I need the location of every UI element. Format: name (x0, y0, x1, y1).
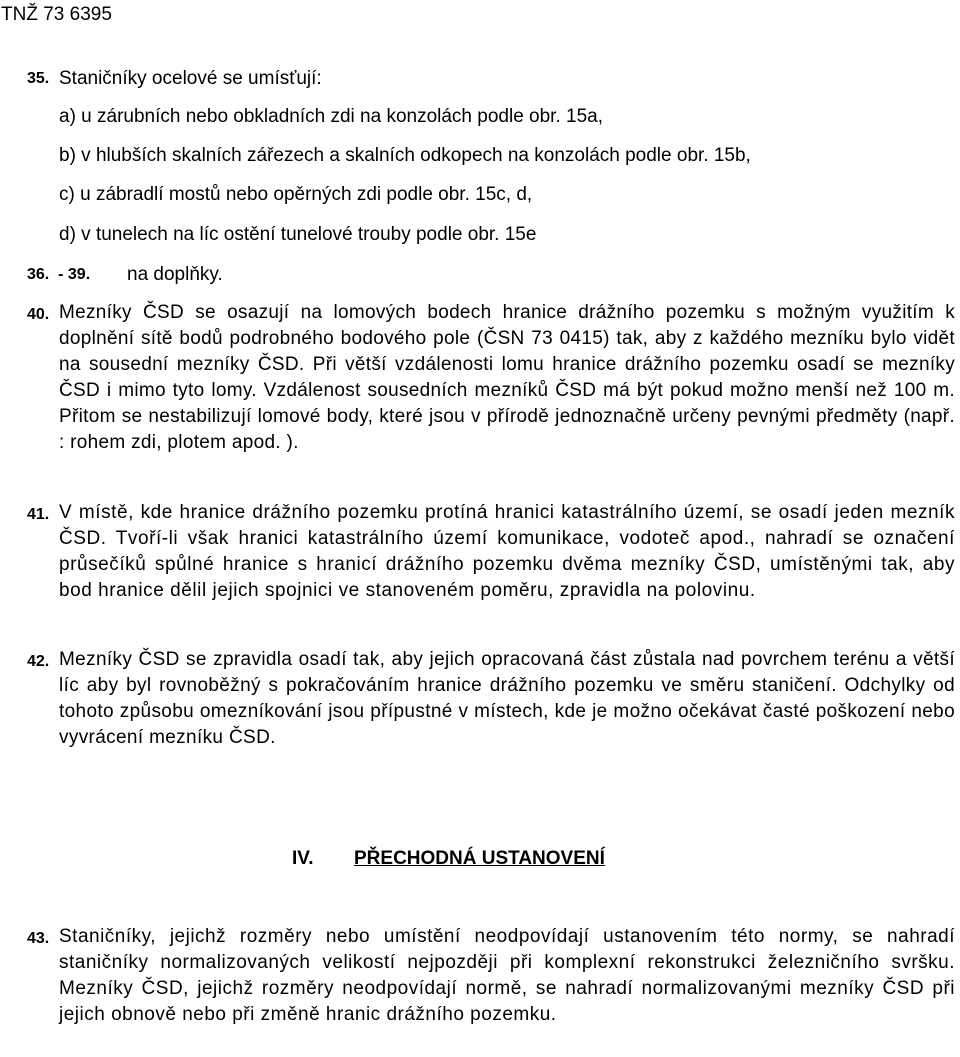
section-heading-number: IV. (292, 848, 314, 869)
section-42-text: Mezníky ČSD se zpravidla osadí tak, aby jejich opracovaná část zůstala nad povrchem terénu a větší líc aby byl rovnoběžný s pokračováním hranice drážního pozemku ve směru staničení. Odchylky od tohoto způsobu omezníkování jsou přípustné v místech, kde je možno očekávat časté poškození nebo vyvrácení mezníku ČSD. (59, 649, 955, 748)
section-35-item-c: c) u zábradlí mostů nebo opěrných zdi podle obr. 15c, d, (59, 184, 533, 205)
document-code: TNŽ 73 6395 (1, 4, 112, 25)
section-36-39-number: 36. - 39. (27, 266, 91, 283)
section-35-item-a: a) u zárubních nebo obkladních zdi na konzolách podle obr. 15a, (59, 106, 603, 127)
section-heading (292, 848, 605, 870)
section-35-intro: Staničníky ocelové se umísťují: (59, 68, 322, 89)
section-41-text: V místě, kde hranice drážního pozemku protíná hranici katastrálního území, se osadí jeden mezník ČSD. Tvoří-li však hranici katastrálního území komunikace, vodoteč apod., nahradí se označení průsečíků spůlné hranice s hranicí drážního pozemku dvěma mezníky ČSD, umístěnými tak, aby bod hranice dělil jejich spojnici ve stanoveném poměru, zpravidla na polovinu. (59, 502, 955, 601)
section-43-paragraph (59, 924, 955, 1028)
section-40-text: Mezníky ČSD se osazují na lomových bodech hranice drážního pozemku s možným využitím k doplnění sítě bodů podrobného bodového pole (ČSN 73 0415) tak, aby z každého mezníku bylo vidět na sousední mezníky ČSD. Při větší vzdálenosti lomu hranice drážního pozemku osadí se mezníky ČSD i mimo tyto lomy. Vzdálenost sousedních mezníků ČSD má být pokud možno menší než 100 m. Přitom se nestabilizují lomové body, které jsou v přírodě jednoznačně určeny pevnými předměty (např. : rohem zdi, plotem apod. ). (59, 302, 955, 453)
section-35-item-d: d) v tunelech na líc ostění tunelové trouby podle obr. 15e (59, 224, 537, 245)
section-heading-title: PŘECHODNÁ USTANOVENÍ (354, 848, 605, 869)
section-36-39-text: na doplňky. (127, 264, 223, 285)
section-35-item-b: b) v hlubších skalních zářezech a skalních odkopech na konzolách podle obr. 15b, (59, 145, 751, 166)
section-41-paragraph (59, 500, 955, 604)
section-43-text: Staničníky, jejichž rozměry nebo umístění neodpovídají ustanovením této normy, se nahradí staničníky normalizovaných velikostí nejpozději při komplexní rekonstrukci železničního svršku. Mezníky ČSD, jejichž rozměry neodpovídají normě, se nahradí normalizovanými mezníky ČSD při jejich obnově nebo při změně hranic drážního pozemku. (59, 926, 955, 1025)
section-42-number: 42. (27, 653, 50, 670)
section-40-paragraph (59, 300, 955, 456)
section-41-number: 41. (27, 506, 50, 523)
section-40-number: 40. (27, 306, 50, 323)
section-42-paragraph (59, 647, 955, 751)
section-35-number: 35. (27, 70, 50, 87)
section-43-number: 43. (27, 930, 50, 947)
